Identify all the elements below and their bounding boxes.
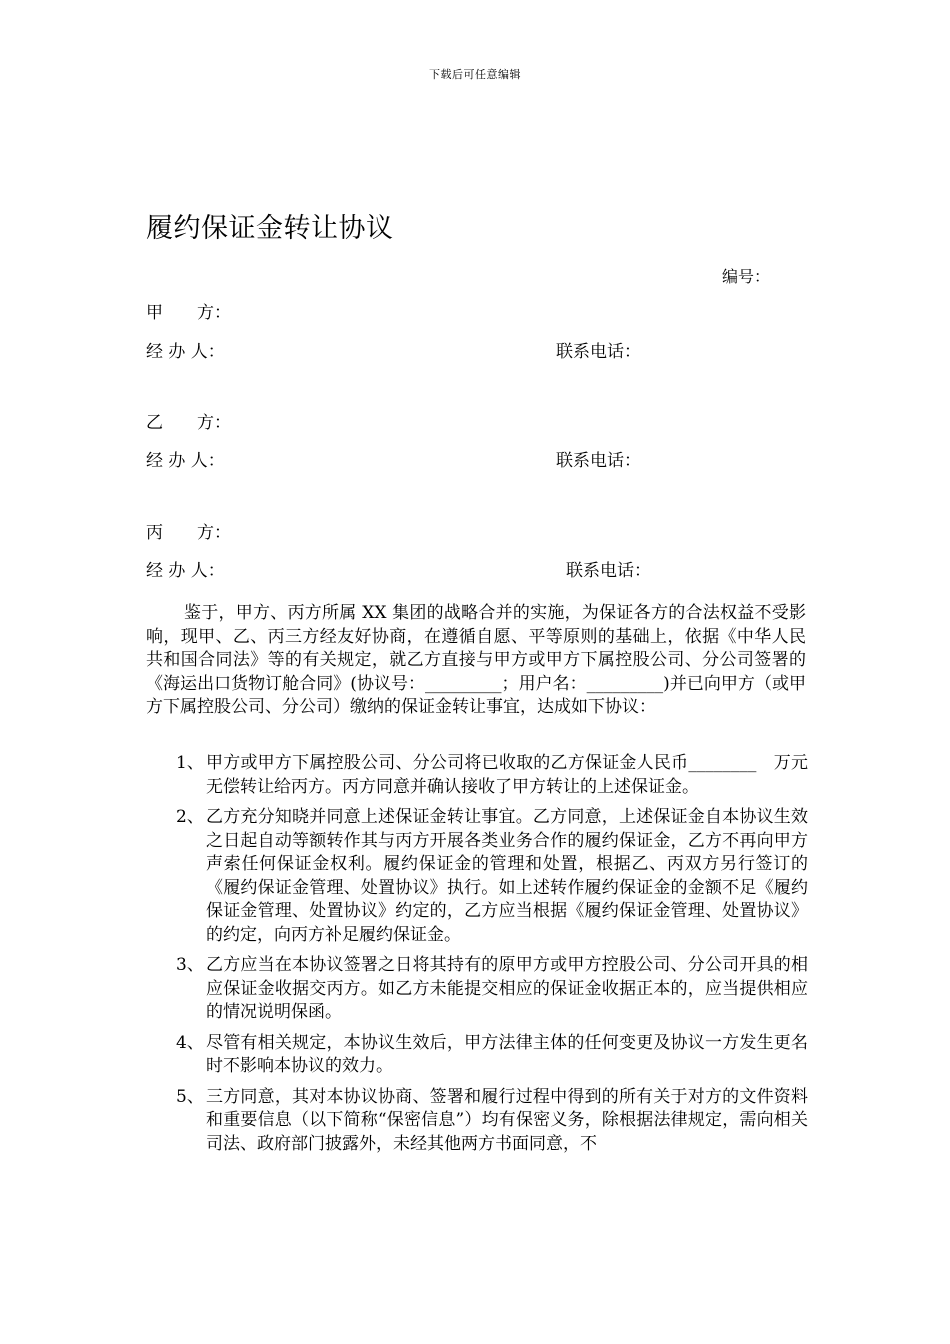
party-a-agent-label: 经 办 人： [146,342,225,362]
header-note: 下载后可任意编辑 [429,68,521,81]
party-c-phone-label: 联系电话： [566,561,651,581]
clause-number: 4、 [176,1032,204,1053]
party-b-agent-label: 经 办 人： [146,451,225,471]
party-a-label: 甲 方： [146,303,231,323]
clause-item [146,1086,808,1157]
document-number-label: 编号： [722,267,771,286]
clause-text: 乙方充分知晓并同意上述保证金转让事宜。乙方同意，上述保证金自本协议生效之日起自动等额转作其与丙方开展各类业务合作的履约保证金，乙方不再向甲方声索任何保证金权利。履约保证金的管理和处置，根据乙、丙双方另行签订的《履约保证金管理、处置协议》执行。如上述转作履约保证金的金额不足《履约保证金管理、处置协议》约定的，乙方应当根据《履约保证金管理、处置协议》的约定，向丙方补足履约保证金。 [206,807,808,945]
clause-item [146,752,808,799]
clause-text: 乙方应当在本协议签署之日将其持有的原甲方或甲方控股公司、分公司开具的相应保证金收据交丙方。如乙方未能提交相应的保证金收据正本的，应当提供相应的情况说明保函。 [206,955,808,1022]
clause-number: 3、 [176,955,204,975]
clause-text: 甲方或甲方下属控股公司、分公司将已收取的乙方保证金人民币________ 万元无偿转让给丙方。丙方同意并确认接收了甲方转让的上述保证金。 [206,753,808,797]
preamble-paragraph: 鉴于，甲方、丙方所属 XX 集团的战略合并的实施，为保证各方的合法权益不受影响，现甲、乙、丙三方经友好协商，在遵循自愿、平等原则的基础上，依据《中华人民共和国合同法》等的有关规定，就乙方直接与甲方或甲方下属控股公司、分公司签署的《海运出口货物订舱合同》(协议号：_________；用户名：_________)并已向甲方（或甲方下属控股公司、分公司）缴纳的保证金转让事宜，达成如下协议： [146,603,806,717]
clause-number: 1、 [176,753,204,773]
clause-number: 5、 [176,1086,204,1107]
clause-text: 三方同意，其对本协议协商、签署和履行过程中得到的所有关于对方的文件资料和重要信息（以下简称“保密信息”）均有保密义务，除根据法律规定，需向相关司法、政府部门披露外，未经其他两方书面同意，不 [206,1086,808,1154]
clause-text: 尽管有相关规定，本协议生效后，甲方法律主体的任何变更及协议一方发生更名时不影响本协议的效力。 [206,1032,808,1076]
party-c-label: 丙 方： [146,523,231,543]
document-title: 履约保证金转让协议 [146,213,394,244]
party-b-label: 乙 方： [146,413,231,433]
clause-item [146,1032,808,1079]
party-c-agent-label: 经 办 人： [146,561,225,581]
clause-number: 2、 [176,807,204,827]
clause-item [146,806,808,947]
party-b-phone-label: 联系电话： [556,451,641,471]
clause-list [146,752,808,1163]
clause-item [146,954,808,1025]
party-a-phone-label: 联系电话： [556,342,641,362]
